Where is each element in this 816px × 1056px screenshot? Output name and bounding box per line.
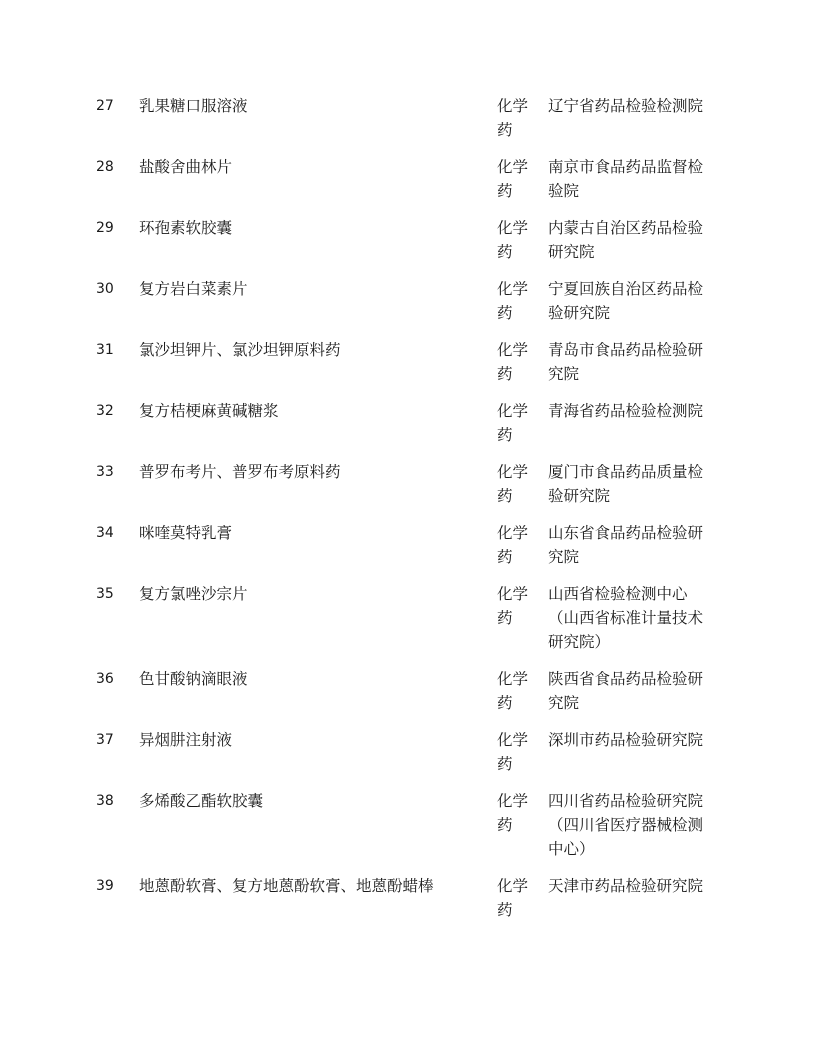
drug-name: 普罗布考片、普罗布考原料药 bbox=[139, 463, 341, 481]
drug-name: 盐酸舍曲林片 bbox=[139, 158, 233, 176]
row-number: 30 bbox=[96, 281, 114, 297]
drug-category: 化学药 bbox=[497, 97, 529, 139]
drug-category: 化学药 bbox=[497, 670, 529, 712]
inspection-organization: 厦门市食品药品质量检验研究院 bbox=[548, 463, 704, 505]
drug-name: 复方桔梗麻黄碱糖浆 bbox=[139, 402, 279, 420]
inspection-organization: 青海省药品检验检测院 bbox=[548, 402, 704, 420]
drug-name: 复方岩白菜素片 bbox=[139, 280, 248, 298]
drug-category: 化学药 bbox=[497, 280, 529, 322]
row-number: 29 bbox=[96, 220, 114, 236]
inspection-organization: 内蒙古自治区药品检验研究院 bbox=[548, 219, 704, 261]
row-number: 27 bbox=[96, 98, 114, 114]
drug-name: 地蒽酚软膏、复方地蒽酚软膏、地蒽酚蜡棒 bbox=[139, 877, 434, 895]
table-row bbox=[96, 667, 736, 715]
inspection-organization: 天津市药品检验研究院 bbox=[548, 877, 704, 895]
drug-category: 化学药 bbox=[497, 877, 529, 919]
row-number: 28 bbox=[96, 159, 114, 175]
drug-category: 化学药 bbox=[497, 585, 529, 627]
drug-name: 咪喹莫特乳膏 bbox=[139, 524, 233, 542]
table-row bbox=[96, 277, 736, 325]
drug-name: 乳果糖口服溶液 bbox=[139, 97, 248, 115]
table-row bbox=[96, 874, 736, 922]
drug-name: 复方氯唑沙宗片 bbox=[139, 585, 248, 603]
drug-name: 色甘酸钠滴眼液 bbox=[139, 670, 248, 688]
drug-inspection-table bbox=[96, 94, 736, 935]
row-number: 35 bbox=[96, 586, 114, 602]
drug-category: 化学药 bbox=[497, 524, 529, 566]
table-row bbox=[96, 399, 736, 447]
table-row bbox=[96, 216, 736, 264]
drug-category: 化学药 bbox=[497, 402, 529, 444]
drug-category: 化学药 bbox=[497, 463, 529, 505]
drug-category: 化学药 bbox=[497, 341, 529, 383]
table-row bbox=[96, 728, 736, 776]
table-row bbox=[96, 338, 736, 386]
row-number: 37 bbox=[96, 732, 114, 748]
drug-name: 异烟肼注射液 bbox=[139, 731, 233, 749]
inspection-organization: 四川省药品检验研究院（四川省医疗器械检测中心） bbox=[548, 792, 704, 858]
inspection-organization: 南京市食品药品监督检验院 bbox=[548, 158, 704, 200]
drug-category: 化学药 bbox=[497, 792, 529, 834]
drug-category: 化学药 bbox=[497, 219, 529, 261]
row-number: 38 bbox=[96, 793, 114, 809]
row-number: 34 bbox=[96, 525, 114, 541]
table-row bbox=[96, 155, 736, 203]
drug-category: 化学药 bbox=[497, 731, 529, 773]
table-row bbox=[96, 789, 736, 861]
drug-name: 环孢素软胶囊 bbox=[139, 219, 233, 237]
table-row bbox=[96, 582, 736, 654]
inspection-organization: 青岛市食品药品检验研究院 bbox=[548, 341, 704, 383]
row-number: 36 bbox=[96, 671, 114, 687]
inspection-organization: 山东省食品药品检验研究院 bbox=[548, 524, 704, 566]
inspection-organization: 陕西省食品药品检验研究院 bbox=[548, 670, 704, 712]
table-row bbox=[96, 460, 736, 508]
inspection-organization: 山西省检验检测中心（山西省标准计量技术研究院） bbox=[548, 585, 704, 651]
inspection-organization: 辽宁省药品检验检测院 bbox=[548, 97, 704, 115]
drug-name: 多烯酸乙酯软胶囊 bbox=[139, 792, 264, 810]
drug-category: 化学药 bbox=[497, 158, 529, 200]
table-row bbox=[96, 94, 736, 142]
inspection-organization: 宁夏回族自治区药品检验研究院 bbox=[548, 280, 704, 322]
drug-name: 氯沙坦钾片、氯沙坦钾原料药 bbox=[139, 341, 341, 359]
row-number: 32 bbox=[96, 403, 114, 419]
row-number: 33 bbox=[96, 464, 114, 480]
row-number: 31 bbox=[96, 342, 114, 358]
row-number: 39 bbox=[96, 878, 114, 894]
table-row bbox=[96, 521, 736, 569]
inspection-organization: 深圳市药品检验研究院 bbox=[548, 731, 704, 749]
